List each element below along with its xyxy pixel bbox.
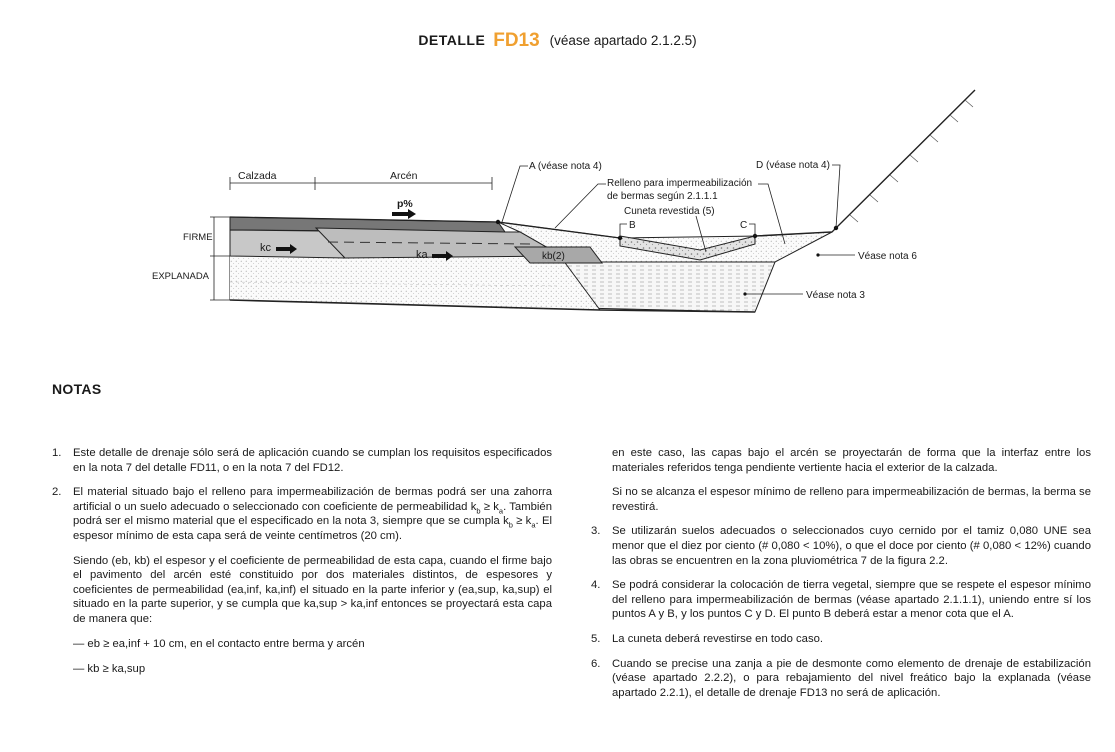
- notes-heading: NOTAS: [52, 381, 102, 397]
- label-kc: kc: [260, 242, 271, 254]
- label-cuneta: Cuneta revestida (5): [624, 206, 715, 217]
- detail-title: [0, 30, 1115, 52]
- label-c: C: [740, 220, 748, 231]
- leader-relleno: [555, 184, 606, 228]
- label-calzada: Calzada: [238, 170, 277, 182]
- note-2: 2. El material situado bajo el relleno para impermeabilización de bermas podrá ser una zahorra artificial o un suelo adecuado o seleccionado con coeficiente de permeabilidad $k_b \ge k_a$. También podrá ser el mismo material que el especificado en la nota 3, siempre que se cumpla $k_b \ge k_a$. El espesor mínimo de esta capa será de veinte centímetros (20 cm).: [52, 486, 552, 542]
- label-p-percent: p%: [397, 198, 413, 210]
- note-2-dash-1: — eb ≥ ea,inf + 10 cm, en el contacto entre berma y arcén: [73, 637, 365, 650]
- detail-code: FD13: [493, 30, 540, 51]
- detail-label: DETALLE: [418, 32, 486, 48]
- note-2-continued: en este caso, las capas bajo el arcén se proyectarán de forma que la interfaz entre los materiales referidos tenga pendiente vertiente hacia el exterior de la calzada.: [612, 447, 1091, 474]
- notes-right-column: [591, 446, 1091, 710]
- label-arcen: Arcén: [390, 170, 418, 182]
- note-2-paragraph: Siendo (eb, kb) el espesor y el coeficiente de permeabilidad de esta capa, cuando el firme bajo el pavimento del arcén esté constituido por dos materiales distintos, de espesores y coeficientes de permeabilidad (ea,inf, ka,inf) el situado en la parte inferior y (ea,sup, ka,sup) el situado en la parte superior, y se cumpla que ka,sup > ka,inf entonces se proyectará esta capa de manera que:: [73, 554, 552, 625]
- note-2-dash-2: — kb ≥ ka,sup: [73, 663, 146, 676]
- label-firme: FIRME: [183, 232, 213, 243]
- detail-reference: (véase apartado 2.1.2.5): [549, 33, 697, 48]
- arrow-p-icon: [392, 209, 416, 219]
- note-3: 3. Se utilizarán suelos adecuados o seleccionados cuyo cernido por el tamiz 0,080 UNE sea menor que el diez por ciento (# 0,080 < 10%), o que el doce por ciento (# 0,080 < 12%) cuando las obras se encuentren en la zona pluviométrica 7 de la figura 2.2.: [591, 525, 1091, 567]
- notes-left-column: [52, 446, 552, 688]
- label-kb2: kb(2): [542, 251, 565, 262]
- label-d-nota4: D (véase nota 4): [756, 160, 830, 171]
- label-a-nota4: A (véase nota 4): [529, 161, 602, 172]
- leader-d: [832, 165, 840, 228]
- note-5: 5. La cuneta deberá revestirse en todo caso.: [591, 632, 824, 645]
- cross-section-diagram: [0, 70, 1115, 340]
- label-relleno-1: Relleno para impermeabilización: [607, 178, 753, 189]
- note-2-berma: Si no se alcanza el espesor mínimo de relleno para impermeabilización de bermas, la berma se revestirá.: [612, 486, 1091, 513]
- label-nota3: Véase nota 3: [806, 290, 865, 301]
- side-bracket: [210, 217, 230, 300]
- ground-line: [230, 90, 975, 238]
- leader-a: [502, 166, 528, 222]
- label-ka: ka: [416, 249, 428, 261]
- note-4: 4. Se podrá considerar la colocación de tierra vegetal, siempre que se respete el espesor mínimo del relleno para impermeabilización de bermas (véase apartado 2.1.1.1), uniendo entre sí los puntos A y B, y los puntos C y D. El punto B deberá estar a menor cota que el A.: [591, 579, 1091, 621]
- note-1: 1. Este detalle de drenaje sólo será de aplicación cuando se cumplan los requisitos especificados en la nota 7 del detalle FD11, o en la nota 7 del FD12.: [52, 447, 552, 474]
- label-b: B: [629, 220, 636, 231]
- note-6: 6. Cuando se precise una zanja a pie de desmonte como elemento de drenaje de estabilización (véase apartado 2.2.2), o para rebajamiento del nivel freático bajo la explanada (véase apartado 2.2.1), el detalle de drenaje FD13 no será de aplicación.: [591, 657, 1091, 699]
- label-nota6: Véase nota 6: [858, 251, 917, 262]
- explanada-layer: [230, 256, 775, 312]
- label-relleno-2: de bermas según 2.1.1.1: [607, 191, 718, 202]
- label-explanada: EXPLANADA: [152, 271, 210, 282]
